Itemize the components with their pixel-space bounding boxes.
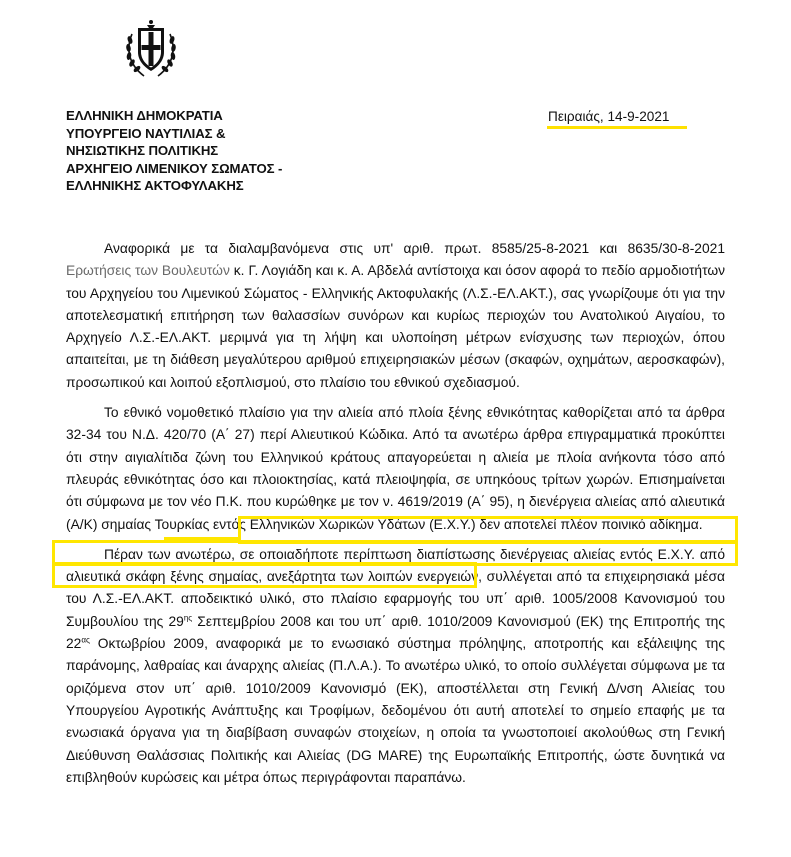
- paragraph-1: [66, 238, 725, 394]
- paragraph-text: Αναφορικά με τα διαλαμβανόμενα στις υπ' αριθ. πρωτ. 8585/25-8-2021 και 8635/30-8-2021: [104, 241, 725, 256]
- header-line: ΕΛΛΗΝΙΚΗΣ ΑΚΤΟΦΥΛΑΚΗΣ: [66, 178, 244, 194]
- ordinal-suffix: ας: [81, 635, 90, 645]
- paragraph-text: κ. Γ. Λογιάδη και κ. Α. Αβδελά αντίστοιχα και όσον αφορά το πεδίο αρμοδιοτήτων του Αρχηγείου του Λιμενικού Σώματος - Ελληνικής Ακτοφυλακής (Λ.Σ.-ΕΛ.ΑΚΤ.), σας γνωρίζουμε ότι για την αποτελεσματική επιτήρηση των θαλασσίων συνόρων και κυρίως περιοχών του Ανατολικού Αιγαίου, το Αρχηγείο Λ.Σ.-ΕΛ.ΑΚΤ. μεριμνά για τη λήψη και υλοποίηση μέτρων ενίσχυσης των περιοχών, όπου απαιτείται, με τη διάθεση μεγαλύτερου αριθμού επιχειρησιακών μέσων (σκαφών, οχημάτων, αεροσκαφών), προσωπικού και λοιπού εξοπλισμού, στο πλαίσιο του εθνικού σχεδιασμού.: [66, 263, 725, 390]
- header-line: ΥΠΟΥΡΓΕΙΟ ΝΑΥΤΙΛΙΑΣ &: [66, 125, 226, 141]
- questions-reference: Ερωτήσεις των Βουλευτών: [66, 263, 230, 279]
- header-line: ΑΡΧΗΓΕΙΟ ΛΙΜΕΝΙΚΟΥ ΣΩΜΑΤΟΣ -: [66, 160, 283, 176]
- greek-coat-of-arms-icon: [122, 12, 180, 84]
- document-date: Πειραιάς, 14-9-2021: [548, 109, 670, 124]
- document-body: [66, 238, 725, 789]
- paragraph-2: [66, 402, 725, 536]
- sender-header: [66, 107, 282, 195]
- paragraph-text: Σεπτεμβρίου 2008 και του υπ΄ αριθ. 1010/2009 Κανονισμού (ΕΚ) της Επιτροπής της 22: [66, 613, 725, 652]
- paragraph-text: Πέραν των ανωτέρω, σε οποιαδήποτε περίπτωση διαπίστωσης διενέργειας αλιείας εντός Ε.Χ.Υ. από αλιευτικά σκάφη ξένης σημαίας, ανεξάρτητα των λοιπών ενεργειών, συλλέγεται από τα επιχειρησιακά μέσα του Λ.Σ.-ΕΛ.ΑΚΤ. αποδεικτικό υλικό, στο πλαίσιο εφαρμογής του υπ΄ αριθ. 1005/2008 Κανονισμού του Συμβουλίου της 29: [66, 546, 725, 629]
- header-line: ΝΗΣΙΩΤΙΚΗΣ ΠΟΛΙΤΙΚΗΣ: [66, 143, 219, 159]
- header-line: ΕΛΛΗΝΙΚΗ ΔΗΜΟΚΡΑΤΙΑ: [66, 108, 223, 123]
- highlighted-sentence: Επισημαίνεται ότι σύμφωνα με τον νέο Π.Κ. που κυρώθηκε με τον ν. 4619/2019 (Α΄ 95), η διενέργεια αλιείας από αλιευτικά (Α/Κ) σημαίας Τουρκίας εντός Ελληνικών Χωρικών Υδάτων (Ε.Χ.Υ.) δεν αποτελεί πλέον ποινικό αδίκημα.: [66, 471, 725, 532]
- ordinal-suffix: ης: [183, 613, 193, 623]
- paragraph-3: [66, 544, 725, 789]
- paragraph-text: Το εθνικό νομοθετικό πλαίσιο για την αλιεία από πλοία ξένης εθνικότητας καθορίζεται από τα άρθρα 32-34 του Ν.Δ. 420/70 (Α΄ 27) περί Αλιευτικού Κώδικα. Από τα ανωτέρω άρθρα επιγραμματικά προκύπτει ότι στην αιγιαλίτιδα ζώνη του Ελληνικού κράτους απαγορεύεται η αλιεία με πλοία ανήκοντα τόσο από πλευράς εθνικότητας όσο και πλοιοκτησίας, κατά πλειοψηφία, σε υπηκόους τρίτων χωρών.: [66, 405, 725, 487]
- date-highlight-underline: [547, 126, 687, 129]
- paragraph-text: Οκτωβρίου 2009, αναφορικά με το ενωσιακό σύστημα πρόληψης, αποτροπής και εξάλειψης της παράνομης, λαθραίας και άναρχης αλιείας (Π.Λ.Α.). Το ανωτέρω υλικό, το οποίο συλλέγεται σύμφωνα με τα οριζόμενα στον υπ΄ αριθ. 1010/2009 Κανονισμό (ΕΚ), αποστέλλεται στη Γενική Δ/νση Αλιείας του Υπουργείου Αγροτικής Ανάπτυξης και Τροφίμων, δεδομένου ότι αυτή αποτελεί το σημείο επαφής με τα ενωσιακά όργανα για τη διαβίβαση συναφών στοιχείων, η οποία τα γνωστοποιεί ακολούθως στη Γενική Διεύθυνση Θαλάσσιας Πολιτικής και Αλιείας (DG MARE) της Ευρωπαϊκής Επιτροπής, ώστε δυνητικά να επιβληθούν κυρώσεις και μέτρα όπως περιγράφονται παραπάνω.: [66, 636, 725, 785]
